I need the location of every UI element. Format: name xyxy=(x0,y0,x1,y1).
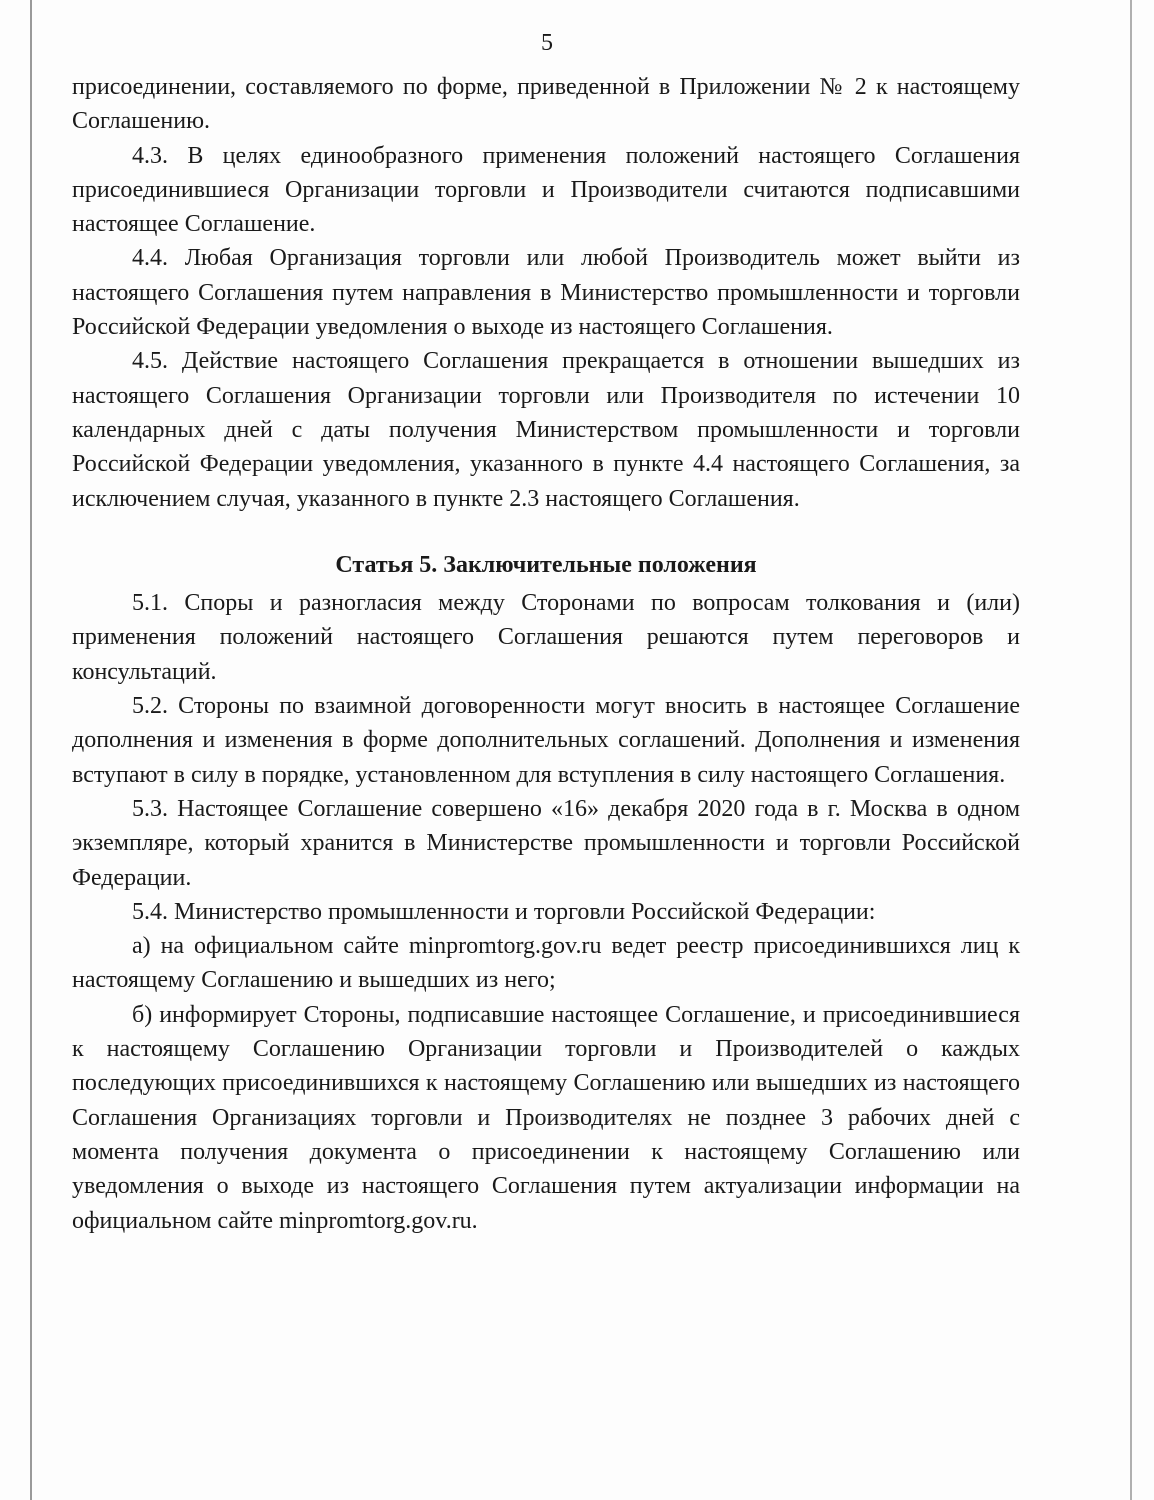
paragraph-5-2: 5.2. Стороны по взаимной договоренности могут вносить в настоящее Соглашение дополнения и изменения в форме дополнительных соглашений. Дополнения и изменения вступают в силу в порядке, установленном для вступления в силу настоящего Соглашения. xyxy=(72,693,1020,788)
document-body xyxy=(72,70,1020,1238)
paragraph-5-4-a: а) на официальном сайте minpromtorg.gov.ru ведет реестр присоединившихся лиц к настоящему Соглашению и вышедших из него; xyxy=(72,933,1020,994)
page-number: 5 xyxy=(541,30,553,56)
paragraph-continuation: присоединении, составляемого по форме, приведенной в Приложении № 2 к настоящему Соглашению. xyxy=(72,74,1020,135)
paragraph-4-4: 4.4. Любая Организация торговли или любой Производитель может выйти из настоящего Соглашения путем направления в Министерство промышленности и торговли Российской Федерации уведомления о выходе из настоящего Соглашения. xyxy=(72,245,1020,341)
paragraph-4-5: 4.5. Действие настоящего Соглашения прекращается в отношении вышедших из настоящего Соглашения Организации торговли или Производителя по истечении 10 календарных дней с даты получения Министерством промышленности и торговли Российской Федерации уведомления, указанного в пункте 4.4 настоящего Соглашения, за исключением случая, указанного в пункте 2.3 настоящего Соглашения. xyxy=(72,348,1020,512)
section-heading: Статья 5. Заключительные положения xyxy=(335,551,757,578)
paragraph-5-4-b: б) информирует Стороны, подписавшие настоящее Соглашение, и присоединившиеся к настоящему Соглашению Организации торговли и Производителей о каждых последующих присоединившихся к настоящему Соглашению или вышедших из настоящего Соглашения Организациях торговли и Производителях не позднее 3 рабочих дней с момента получения документа о присоединении к настоящему Соглашению или уведомления о выходе из настоящего Соглашения путем актуализации информации на официальном сайте minpromtorg.gov.ru. xyxy=(72,1001,1020,1234)
paragraph-5-4: 5.4. Министерство промышленности и торговли Российской Федерации: xyxy=(132,898,876,925)
paragraph-5-3: 5.3. Настоящее Соглашение совершено «16» декабря 2020 года в г. Москва в одном экземпляре, который хранится в Министерстве промышленности и торговли Российской Федерации. xyxy=(72,795,1020,891)
paragraph-5-1: 5.1. Споры и разногласия между Сторонами по вопросам толкования и (или) применения положений настоящего Соглашения решаются путем переговоров и консультаций. xyxy=(72,590,1020,685)
scan-left-edge xyxy=(30,0,32,1500)
paragraph-4-3: 4.3. В целях единообразного применения положений настоящего Соглашения присоединившиеся Организации торговли и Производители считаются подписавшими настоящее Соглашение. xyxy=(72,142,1020,238)
scan-right-edge xyxy=(1130,0,1132,1500)
